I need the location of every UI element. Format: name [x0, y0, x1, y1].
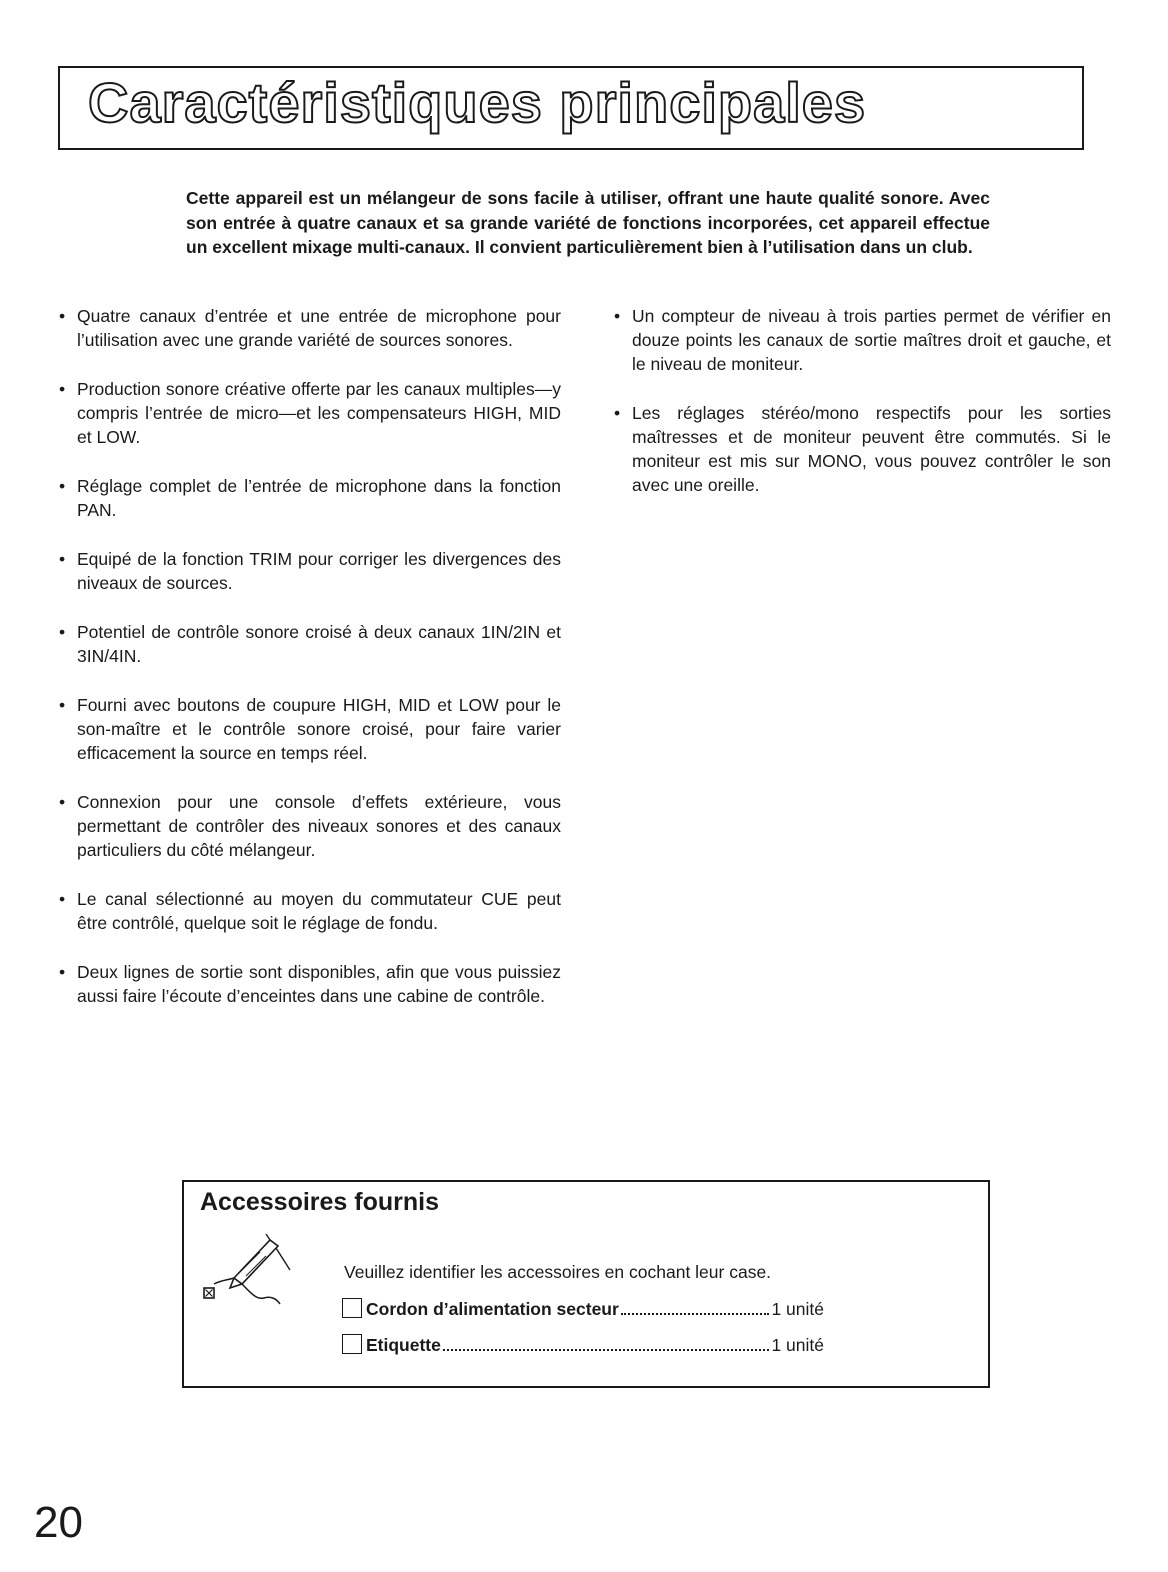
bullet-icon: • — [59, 622, 66, 642]
feature-text: Fourni avec boutons de coupure HIGH, MID et LOW pour le son-maître et le contrôle sonore croisé, pour faire varier efficacement la source en temps réel. — [77, 695, 561, 763]
bullet-icon: • — [59, 889, 66, 909]
feature-text: Connexion pour une console d’effets extérieure, vous permettant de contrôler des niveaux sonores et des canaux particuliers du côté mélangeur. — [77, 792, 561, 860]
accessories-title: Accessoires fournis — [200, 1188, 439, 1216]
accessory-name: Etiquette — [366, 1335, 441, 1355]
bullet-icon: • — [59, 792, 66, 812]
features-list-left — [58, 304, 561, 1033]
feature-item — [58, 887, 561, 935]
feature-item — [58, 693, 561, 765]
leader-dots — [621, 1313, 770, 1315]
feature-item — [58, 790, 561, 862]
feature-text: Equipé de la fonction TRIM pour corriger les divergences des niveaux de sources. — [77, 549, 561, 593]
feature-text: Quatre canaux d’entrée et une entrée de microphone pour l’utilisation avec une grande variété de sources sonores. — [77, 306, 561, 350]
accessory-name: Cordon d’alimentation secteur — [366, 1299, 619, 1319]
feature-item — [58, 304, 561, 352]
feature-item — [613, 401, 1111, 497]
pen-check-icon — [200, 1234, 292, 1312]
bullet-icon: • — [59, 695, 66, 715]
bullet-icon: • — [59, 549, 66, 569]
title-box — [58, 66, 1084, 150]
feature-text: Potentiel de contrôle sonore croisé à deux canaux 1IN/2IN et 3IN/4IN. — [77, 622, 561, 666]
feature-item — [58, 960, 561, 1008]
feature-text: Réglage complet de l’entrée de microphone dans la fonction PAN. — [77, 476, 561, 520]
accessory-checkbox[interactable] — [342, 1334, 362, 1354]
intro-paragraph: Cette appareil est un mélangeur de sons facile à utiliser, offrant une haute qualité sonore. Avec son entrée à quatre canaux et sa grande variété de fonctions incorporées, cet appareil effectue un excellent mixage multi-canaux. Il convient particulièrement bien à l’utilisation dans un club. — [186, 188, 990, 257]
feature-item — [58, 547, 561, 595]
feature-item — [58, 474, 561, 522]
accessory-quantity: 1 unité — [771, 1335, 824, 1355]
bullet-icon: • — [59, 962, 66, 982]
page-number: 20 — [34, 1498, 83, 1547]
bullet-icon: • — [614, 403, 621, 423]
accessory-checkbox[interactable] — [342, 1298, 362, 1318]
accessories-note: Veuillez identifier les accessoires en cochant leur case. — [344, 1262, 772, 1282]
features-list-right — [613, 304, 1111, 522]
bullet-icon: • — [59, 379, 66, 399]
bullet-icon: • — [614, 306, 621, 326]
page-title: Caractéristiques principales — [88, 71, 867, 134]
feature-item — [58, 377, 561, 449]
leader-dots — [443, 1349, 770, 1351]
feature-text: Production sonore créative offerte par les canaux multiples—y compris l’entrée de micro—et les compensateurs HIGH, MID et LOW. — [77, 379, 561, 447]
bullet-icon: • — [59, 306, 66, 326]
bullet-icon: • — [59, 476, 66, 496]
feature-item — [58, 620, 561, 668]
feature-item — [613, 304, 1111, 376]
feature-text: Deux lignes de sortie sont disponibles, afin que vous puissiez aussi faire l’écoute d’enceintes dans une cabine de contrôle. — [77, 962, 561, 1006]
accessory-quantity: 1 unité — [771, 1299, 824, 1319]
accessory-row — [342, 1330, 824, 1356]
accessories-box — [182, 1180, 990, 1388]
feature-text: Le canal sélectionné au moyen du commutateur CUE peut être contrôlé, quelque soit le réglage de fondu. — [77, 889, 561, 933]
accessory-row — [342, 1294, 824, 1320]
feature-text: Un compteur de niveau à trois parties permet de vérifier en douze points les canaux de sortie maîtres droit et gauche, et le niveau de moniteur. — [632, 306, 1111, 374]
feature-text: Les réglages stéréo/mono respectifs pour les sorties maîtresses et de moniteur peuvent être commutés. Si le moniteur est mis sur MONO, vous pouvez contrôler le son avec une oreille. — [632, 403, 1111, 495]
